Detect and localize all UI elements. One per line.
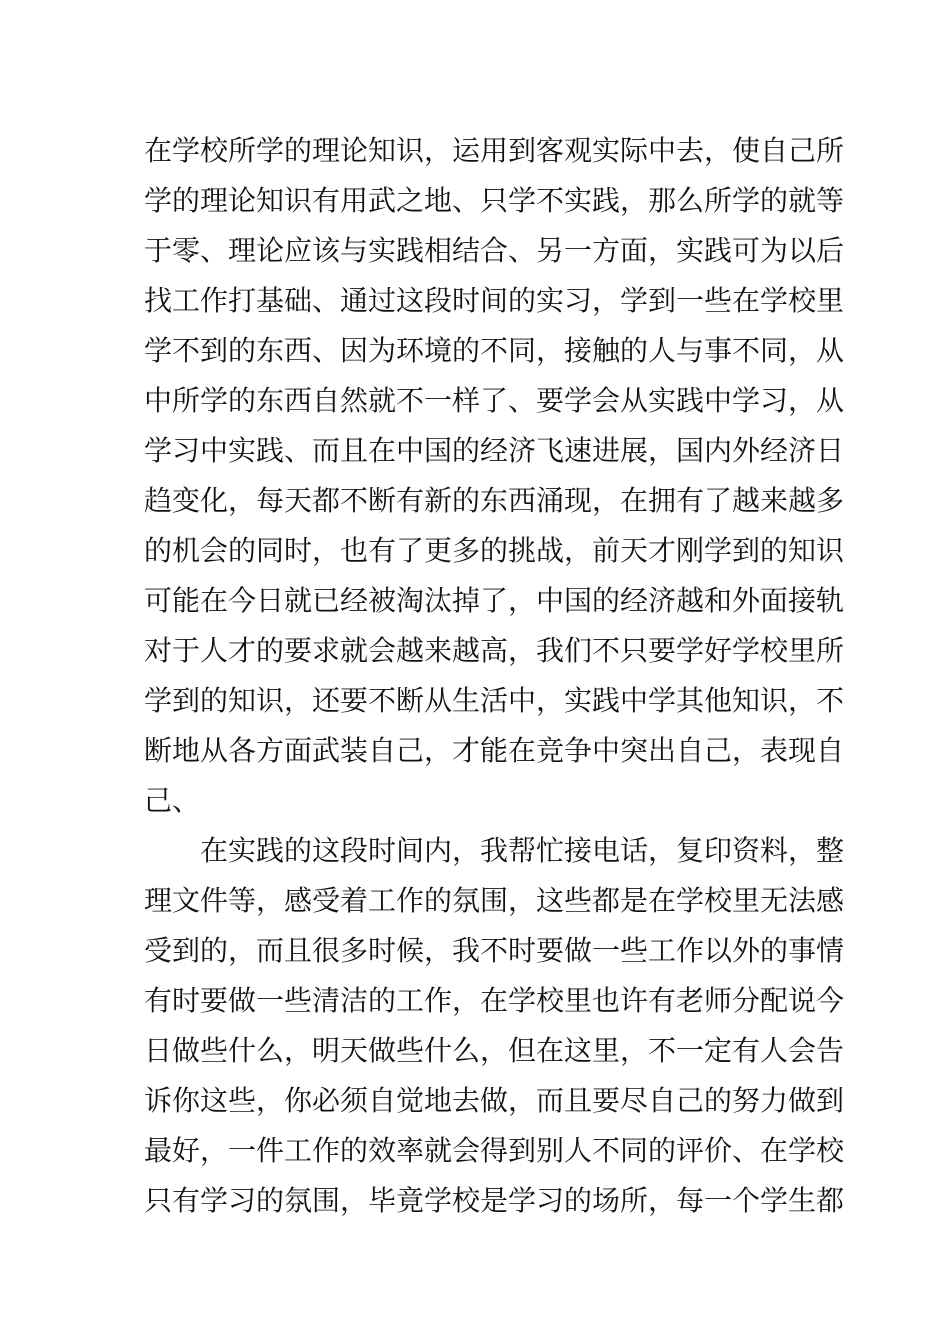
text-line: 学到的知识，还要不断从生活中，实践中学其他知识，不 bbox=[144, 684, 845, 717]
text-line: 在学校所学的理论知识，运用到客观实际中去，使自己所 bbox=[144, 134, 845, 167]
text-line: 的机会的同时，也有了更多的挑战，前天才刚学到的知识 bbox=[144, 534, 845, 567]
text-line: 趋变化，每天都不断有新的东西涌现，在拥有了越来越多 bbox=[144, 484, 845, 517]
text-line: 学不到的东西、因为环境的不同，接触的人与事不同，从 bbox=[144, 334, 845, 367]
paragraph-1 bbox=[144, 126, 845, 826]
text-line: 中所学的东西自然就不一样了、要学会从实践中学习，从 bbox=[144, 384, 845, 417]
text-line: 日做些什么，明天做些什么，但在这里，不一定有人会告 bbox=[144, 1034, 845, 1067]
text-line: 在实践的这段时间内，我帮忙接电话，复印资料，整 bbox=[200, 834, 845, 867]
text-line: 于零、理论应该与实践相结合、另一方面，实践可为以后 bbox=[144, 234, 845, 267]
text-line: 学习中实践、而且在中国的经济飞速进展，国内外经济日 bbox=[144, 434, 845, 467]
text-line: 断地从各方面武装自己，才能在竞争中突出自己，表现自 bbox=[144, 734, 845, 767]
paragraph-2 bbox=[144, 826, 845, 1226]
text-line: 最好，一件工作的效率就会得到别人不同的评价、在学校 bbox=[144, 1134, 845, 1167]
document-body bbox=[144, 126, 845, 1226]
text-line: 只有学习的氛围，毕竟学校是学习的场所，每一个学生都 bbox=[144, 1184, 845, 1217]
text-line: 可能在今日就已经被淘汰掉了，中国的经济越和外面接轨 bbox=[144, 584, 845, 617]
text-line: 有时要做一些清洁的工作，在学校里也许有老师分配说今 bbox=[144, 984, 845, 1017]
text-line: 己、 bbox=[144, 784, 201, 817]
text-line: 理文件等，感受着工作的氛围，这些都是在学校里无法感 bbox=[144, 884, 845, 917]
text-line: 诉你这些，你必须自觉地去做，而且要尽自己的努力做到 bbox=[144, 1084, 845, 1117]
text-line: 受到的，而且很多时候，我不时要做一些工作以外的事情 bbox=[144, 934, 845, 967]
text-line: 学的理论知识有用武之地、只学不实践，那么所学的就等 bbox=[144, 184, 845, 217]
text-line: 找工作打基础、通过这段时间的实习，学到一些在学校里 bbox=[144, 284, 845, 317]
text-line: 对于人才的要求就会越来越高，我们不只要学好学校里所 bbox=[144, 634, 845, 667]
